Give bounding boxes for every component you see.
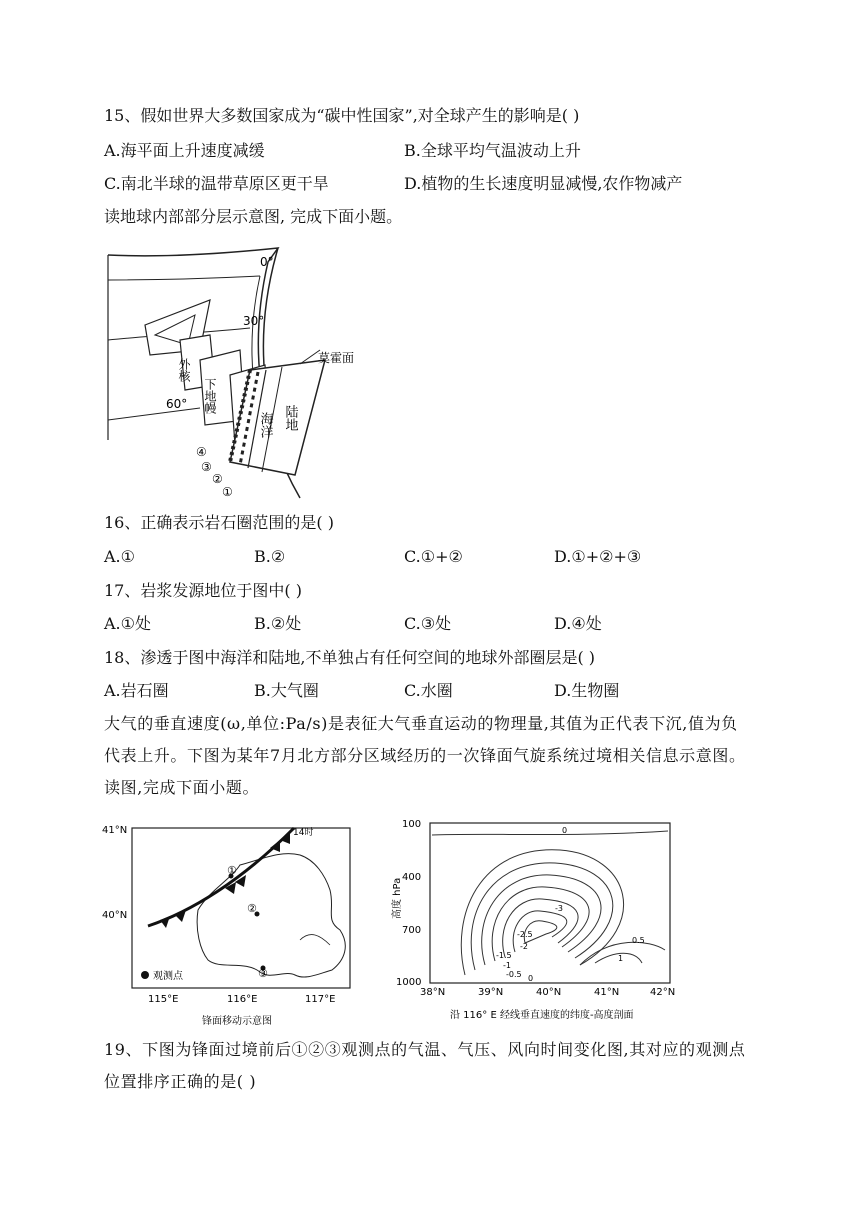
section-x-tick-39: 39°N [478,987,504,998]
q18-option-a: A.岩石圈 [104,681,169,700]
section-y-label: 高度 hPa [392,877,403,919]
contour-label: -2.5 [517,930,533,939]
map-point-3: ③ [258,967,268,980]
label-60-degree: 60° [166,397,188,411]
q16-option-a: A.① [104,547,135,566]
section-x-tick-41: 41°N [594,987,620,998]
question-19-stem: 19、下图为锋面过境前后①②③观测点的气温、气压、风向时间变化图,其对应的观测点位置排序正确的是( ) [104,1040,746,1091]
map-lon-115: 115°E [148,994,179,1005]
front-movement-map [100,820,370,1030]
section-caption: 沿 116° E 经线垂直速度的纬度-高度剖面 [450,1010,634,1021]
q15-option-c: C.南北半球的温带草原区更干旱 [104,174,329,193]
contour-label: 0 [562,826,568,835]
contour-label: -0.5 [506,970,522,979]
q15-option-d: D.植物的生长速度明显减慢,农作物减产 [404,174,683,193]
section-y-tick-100: 100 [402,819,422,830]
q16-option-d: D.①+②+③ [554,547,642,566]
contour-label: 0 [528,974,534,983]
map-point-1: ① [227,864,237,877]
map-time-label: 14时 [293,828,314,838]
map-lat-41: 41°N [102,825,128,836]
map-legend-label: 观测点 [153,971,183,982]
q15-option-a: A.海平面上升速度减缓 [104,141,265,160]
contour-label: 1 [618,954,624,963]
label-land: 陆地 [282,405,298,431]
label-outer-core: 外核 [177,358,191,382]
section-x-tick-38: 38°N [420,987,446,998]
map-caption: 锋面移动示意图 [202,1016,272,1027]
map-lon-116: 116°E [227,994,258,1005]
label-ocean: 海洋 [257,412,273,438]
label-circle-1: ① [222,485,233,499]
q16-option-b: B.② [254,547,286,566]
q17-option-b: B.②处 [254,614,302,633]
label-circle-4: ④ [196,445,207,459]
q15-option-b: B.全球平均气温波动上升 [404,141,581,160]
section-y-tick-700: 700 [402,925,422,936]
section-y-tick-1000: 1000 [396,977,422,988]
contour-label: -1 [503,961,511,970]
question-18-stem: 18、渗透于图中海洋和陆地,不单独占有任何空间的地球外部圈层是( ) [104,648,596,667]
contour-label: -2 [520,942,528,951]
section-x-tick-40: 40°N [536,987,562,998]
label-0-degree: 0° [260,255,274,269]
map-point-2: ② [247,902,257,915]
contour-label: 0.5 [632,936,645,945]
section-y-tick-400: 400 [402,872,422,883]
vertical-velocity-section [380,815,690,1030]
section-x-tick-42: 42°N [650,987,676,998]
question-17-stem: 17、岩浆发源地位于图中( ) [104,581,302,600]
q17-option-a: A.①处 [104,614,151,633]
label-moho: 莫霍面 [318,351,355,365]
label-circle-2: ② [212,472,223,486]
label-circle-3: ③ [201,460,212,474]
q17-option-d: D.④处 [554,614,602,633]
contour-label: -3 [555,904,563,913]
label-lower-mantle: 下地幔 [203,378,217,414]
intro-earth-layers: 读地球内部部分层示意图, 完成下面小题。 [104,207,403,226]
question-16-stem: 16、正确表示岩石圈范围的是( ) [104,513,334,532]
q18-option-c: C.水圈 [404,681,453,700]
earth-interior-figure [100,240,370,505]
intro-vertical-velocity: 大气的垂直速度(ω,单位:Pa/s)是表征大气垂直运动的物理量,其值为正代表下沉,值为负代表上升。下图为某年7月北方部分区域经历的一次锋面气旋系统过境相关信息示意图。读图,完成下面小题。 [104,714,746,797]
map-lat-40: 40°N [102,910,128,921]
contour-label: -1.5 [496,951,512,960]
question-15-stem: 15、假如世界大多数国家成为“碳中性国家”,对全球产生的影响是( ) [104,106,580,125]
q17-option-c: C.③处 [404,614,452,633]
label-30-degree: 30° [243,314,265,328]
q18-option-d: D.生物圈 [554,681,620,700]
q18-option-b: B.大气圈 [254,681,319,700]
map-lon-117: 117°E [305,994,336,1005]
q16-option-c: C.①+② [404,547,463,566]
